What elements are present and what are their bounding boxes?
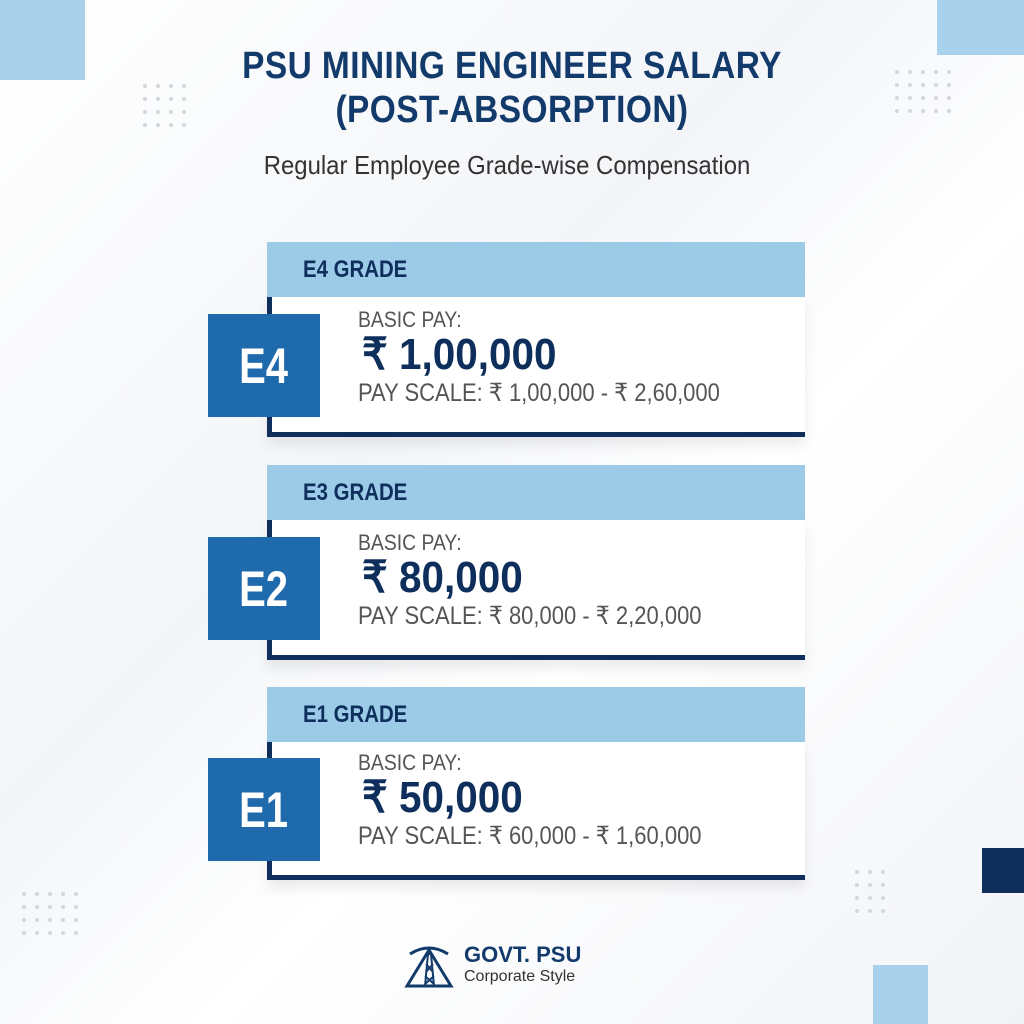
decor-dots <box>22 892 78 935</box>
basic-pay-value: ₹ 80,000 <box>362 553 523 602</box>
grade-label: E4 GRADE <box>303 256 408 283</box>
grade-body <box>239 297 805 437</box>
grade-badge: E2 <box>208 537 320 640</box>
basic-pay-value: ₹ 50,000 <box>362 773 523 822</box>
decor-dots <box>855 870 885 913</box>
title-line-2: (POST-ABSORPTION) <box>335 89 689 131</box>
grade-label: E3 GRADE <box>303 479 408 506</box>
basic-pay-value: ₹ 1,00,000 <box>362 330 557 379</box>
subtitle: Regular Employee Grade-wise Compensation <box>263 150 751 180</box>
pay-scale: PAY SCALE: ₹ 80,000 - ₹ 2,20,000 <box>358 602 702 630</box>
mining-tower-icon <box>404 942 454 988</box>
basic-pay-label: BASIC PAY: <box>358 530 462 555</box>
grade-label: E1 GRADE <box>303 701 408 728</box>
grade-badge: E4 <box>208 314 320 417</box>
pay-scale: PAY SCALE: ₹ 60,000 - ₹ 1,60,000 <box>358 822 702 850</box>
footer-logo <box>404 942 581 988</box>
basic-pay-label: BASIC PAY: <box>358 750 462 775</box>
grade-body <box>239 520 805 660</box>
brand-tagline: Corporate Style <box>464 968 576 985</box>
decor-square-bottom-right <box>873 965 928 1024</box>
page-title <box>61 44 962 132</box>
grade-card-e3 <box>239 465 805 660</box>
grade-header <box>267 465 805 520</box>
grade-header <box>267 687 805 742</box>
grade-body <box>239 742 805 880</box>
grade-header <box>267 242 805 297</box>
grade-badge: E1 <box>208 758 320 861</box>
grade-card-e4 <box>239 242 805 437</box>
decor-square-navy <box>982 848 1024 893</box>
brand-name: GOVT. PSU <box>464 942 582 967</box>
pay-scale: PAY SCALE: ₹ 1,00,000 - ₹ 2,60,000 <box>358 379 720 407</box>
title-line-1: PSU MINING ENGINEER SALARY <box>242 45 782 87</box>
basic-pay-label: BASIC PAY: <box>358 307 462 332</box>
grade-card-e1 <box>239 687 805 880</box>
